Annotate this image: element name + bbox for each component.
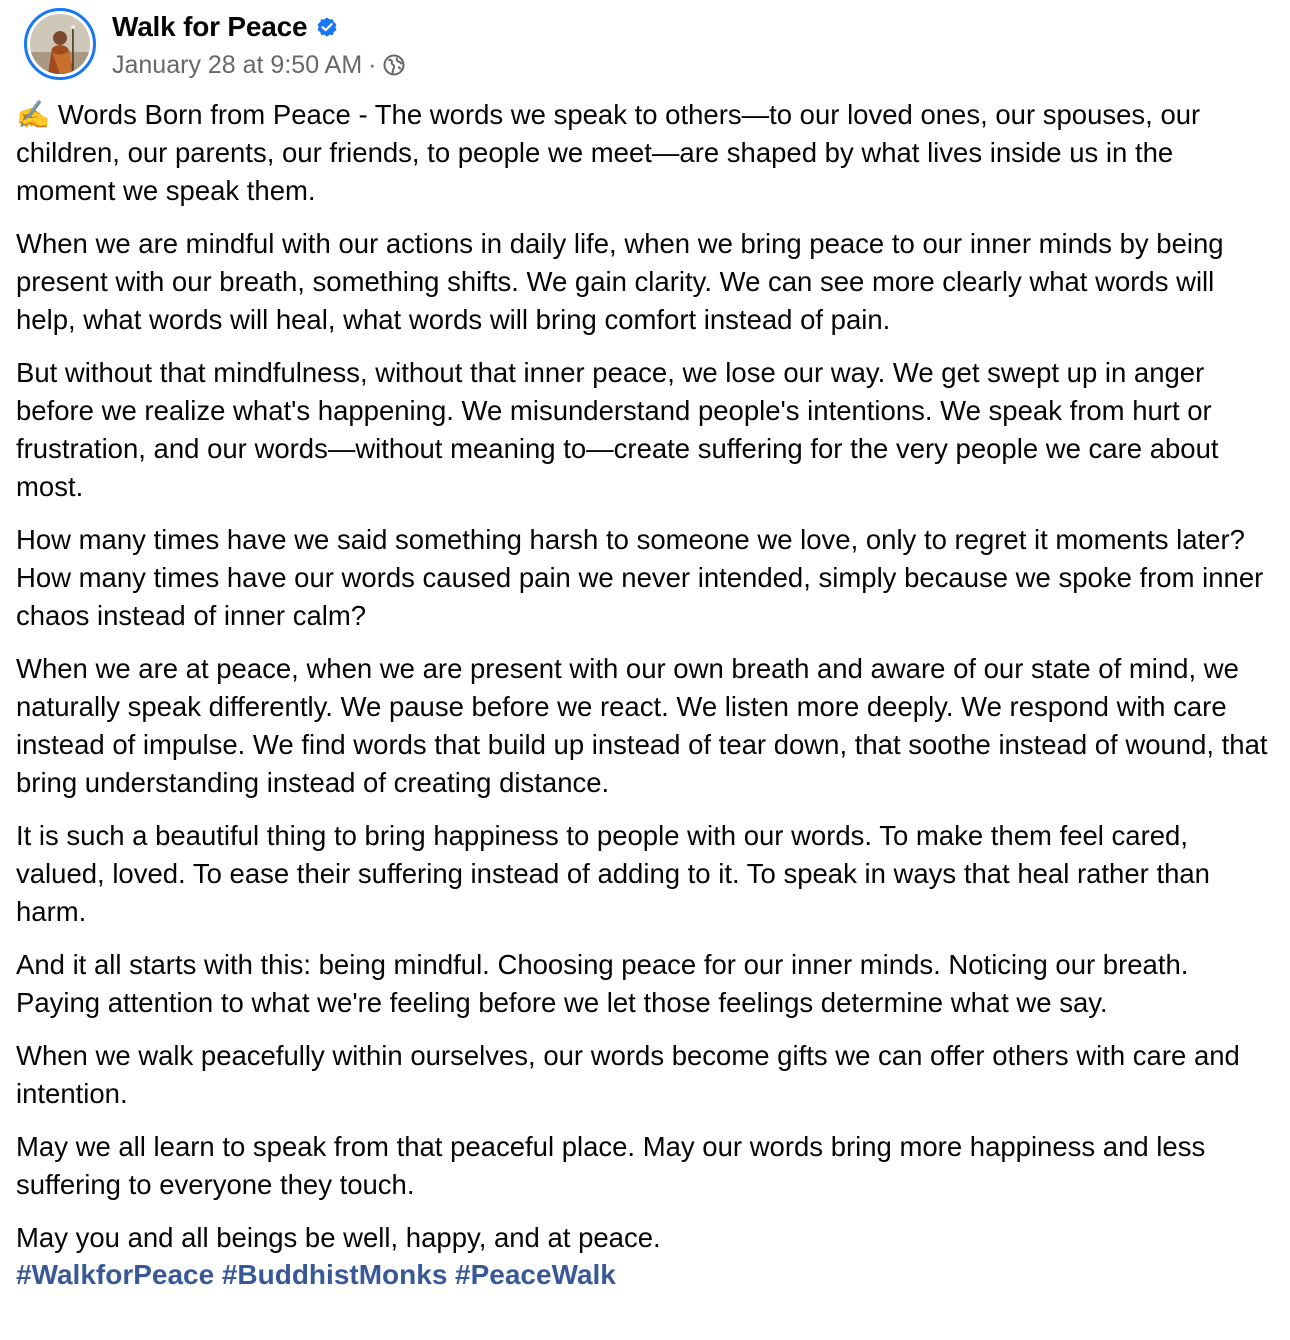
post-paragraph: May you and all beings be well, happy, and at peace.	[16, 1222, 661, 1253]
post-paragraph: ✍️ Words Born from Peace - The words we speak to others—to our loved ones, our spouses, our children, our parents, our friends, to people we meet—are shaped by what lives inside us in the moment we speak them.	[16, 99, 1201, 206]
post-paragraph: But without that mindfulness, without that inner peace, we lose our way. We get swept up in anger before we realize what's happening. We misunderstand people's intentions. We speak from hurt or frustration, and our words—without meaning to—create suffering for the very people we care about most.	[16, 357, 1219, 502]
post-paragraph: How many times have we said something harsh to someone we love, only to regret it moments later? How many times have our words caused pain we never intended, simply because we spoke from inner chaos instead of inner calm?	[16, 524, 1264, 631]
name-row	[112, 10, 405, 44]
post-paragraph: It is such a beautiful thing to bring happiness to people with our words. To make them feel cared, valued, loved. To ease their suffering instead of adding to it. To speak in ways that heal rather than harm.	[16, 820, 1210, 927]
page-name[interactable]: Walk for Peace	[112, 11, 308, 42]
post-timestamp[interactable]: January 28 at 9:50 AM	[112, 50, 363, 79]
post-header	[24, 8, 405, 84]
monk-avatar-illustration	[30, 14, 90, 74]
post-paragraph: May we all learn to speak from that peaceful place. May our words bring more happiness and less suffering to everyone they touch.	[16, 1131, 1206, 1200]
page-avatar[interactable]	[24, 8, 96, 80]
post-paragraph: When we are mindful with our actions in daily life, when we bring peace to our inner minds by being present with our breath, something shifts. We gain clarity. We can see more clearly what words will help, what words will heal, what words will bring comfort instead of pain.	[16, 228, 1224, 335]
meta-separator: ·	[368, 50, 377, 79]
hashtag-link[interactable]: #WalkforPeace	[16, 1259, 215, 1290]
hashtag-link[interactable]: #PeaceWalk	[455, 1259, 616, 1290]
post-paragraph: When we walk peacefully within ourselves, our words become gifts we can offer others with care and intention.	[16, 1040, 1240, 1109]
post-paragraph: And it all starts with this: being mindful. Choosing peace for our inner minds. Noticing our breath. Paying attention to what we're feeling before we let those feelings determine what we say.	[16, 949, 1189, 1018]
post-meta	[112, 52, 405, 78]
monk-avatar-image	[30, 14, 90, 74]
verified-badge-icon	[315, 15, 339, 39]
post-message	[16, 96, 1280, 1293]
post-paragraph: When we are at peace, when we are present with our own breath and aware of our state of mind, we naturally speak differently. We pause before we react. We listen more deeply. We respond with care instead of impulse. We find words that build up instead of tear down, that soothe instead of wound, that bring understanding instead of creating distance.	[16, 653, 1268, 798]
hashtag-row	[16, 1257, 1280, 1293]
globe-icon[interactable]	[383, 54, 405, 76]
hashtag-link[interactable]: #BuddhistMonks	[221, 1259, 448, 1290]
header-text	[112, 8, 405, 78]
